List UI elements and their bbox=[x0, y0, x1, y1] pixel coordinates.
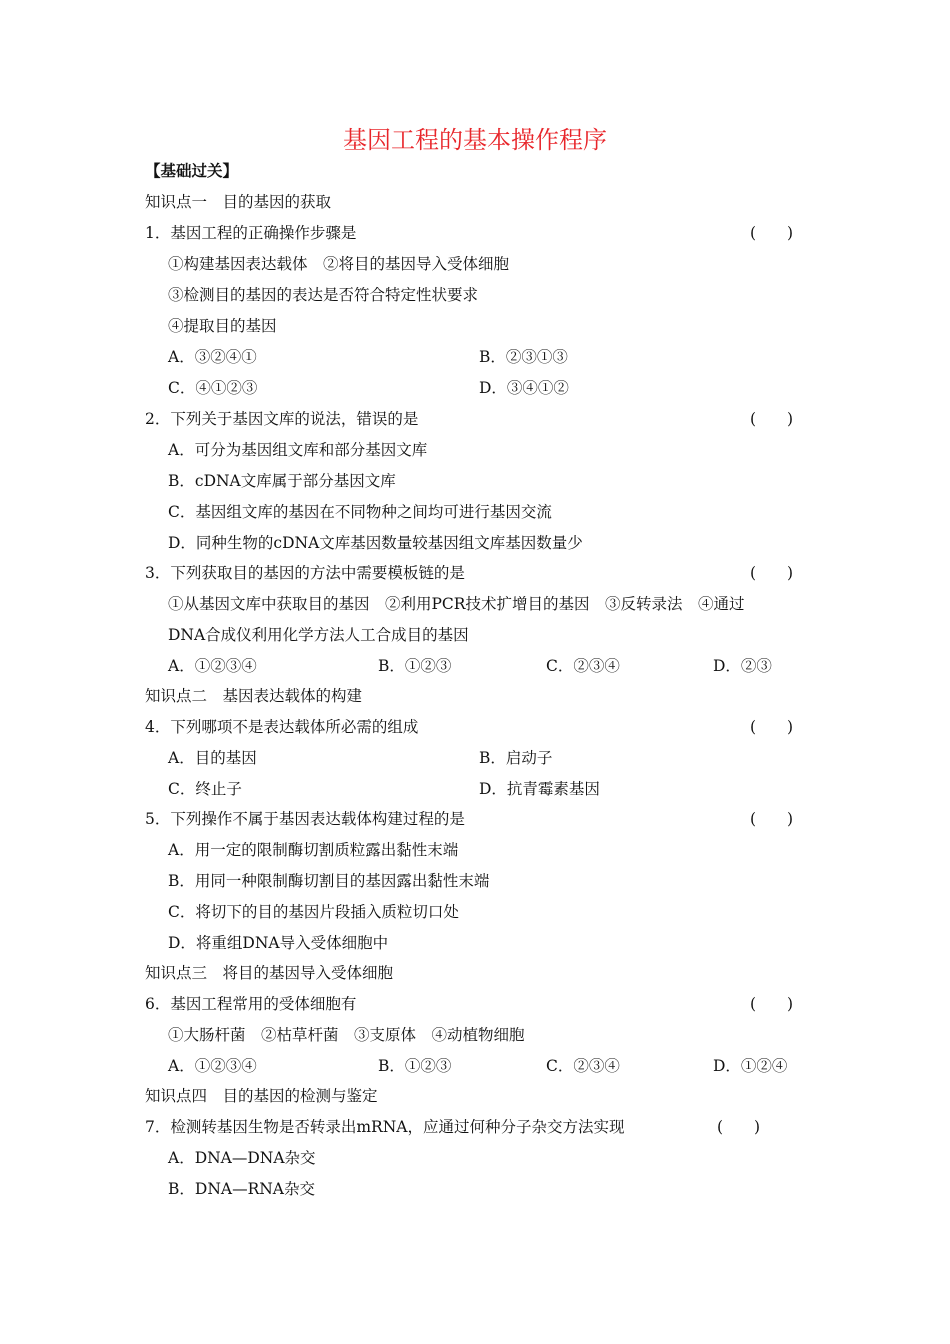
option-b: B．用同一种限制酶切割目的基因露出黏性末端 bbox=[168, 872, 490, 890]
answer-blank: ( ) bbox=[717, 1118, 761, 1136]
answer-blank: ( ) bbox=[750, 810, 794, 828]
answer-blank: ( ) bbox=[750, 224, 794, 242]
question-item: ①从基因文库中获取目的基因 ②利用PCR技术扩增目的基因 ③反转录法 ④通过 bbox=[168, 595, 745, 613]
question-item: ④提取目的基因 bbox=[168, 317, 277, 335]
option-b: B．启动子 bbox=[479, 749, 553, 767]
question-stem: 3．下列获取目的基因的方法中需要模板链的是 bbox=[145, 564, 465, 582]
knowledge-point-heading: 知识点三 将目的基因导入受体细胞 bbox=[145, 964, 394, 982]
option-c: C．④①②③ bbox=[168, 379, 258, 397]
option-a: A．①②③④ bbox=[168, 1057, 257, 1075]
question-stem: 5．下列操作不属于基因表达载体构建过程的是 bbox=[145, 810, 465, 828]
section-heading: 【基础过关】 bbox=[145, 161, 239, 180]
page-title: 基因工程的基本操作程序 bbox=[343, 126, 607, 154]
answer-blank: ( ) bbox=[750, 564, 794, 582]
option-c: C．②③④ bbox=[546, 657, 620, 675]
option-a: A．目的基因 bbox=[168, 749, 257, 767]
option-a: A．③②④① bbox=[168, 348, 257, 366]
option-a: A．DNA—DNA杂交 bbox=[168, 1149, 316, 1167]
answer-blank: ( ) bbox=[750, 718, 794, 736]
question-item: DNA合成仪利用化学方法人工合成目的基因 bbox=[168, 626, 469, 644]
option-b: B．DNA—RNA杂交 bbox=[168, 1180, 316, 1198]
option-b: B．①②③ bbox=[378, 1057, 452, 1075]
option-c: C．将切下的目的基因片段插入质粒切口处 bbox=[168, 903, 459, 921]
option-c: C．②③④ bbox=[546, 1057, 620, 1075]
question-item: ③检测目的基因的表达是否符合特定性状要求 bbox=[168, 286, 479, 304]
answer-blank: ( ) bbox=[750, 995, 794, 1013]
option-a: A．用一定的限制酶切割质粒露出黏性末端 bbox=[168, 841, 459, 859]
option-d: D．将重组DNA导入受体细胞中 bbox=[168, 934, 389, 952]
option-d: D．抗青霉素基因 bbox=[479, 780, 600, 798]
knowledge-point-heading: 知识点四 目的基因的检测与鉴定 bbox=[145, 1087, 378, 1105]
option-a: A．①②③④ bbox=[168, 657, 257, 675]
question-stem: 2．下列关于基因文库的说法，错误的是 bbox=[145, 410, 419, 428]
option-b: B．cDNA文库属于部分基因文库 bbox=[168, 472, 396, 490]
question-item: ①构建基因表达载体 ②将目的基因导入受体细胞 bbox=[168, 255, 510, 273]
knowledge-point-heading: 知识点一 目的基因的获取 bbox=[145, 193, 332, 211]
knowledge-point-heading: 知识点二 基因表达载体的构建 bbox=[145, 687, 363, 705]
option-c: C．基因组文库的基因在不同物种之间均可进行基因交流 bbox=[168, 503, 552, 521]
question-stem: 4．下列哪项不是表达载体所必需的组成 bbox=[145, 718, 419, 736]
option-d: D．③④①② bbox=[479, 379, 569, 397]
option-b: B．②③①③ bbox=[479, 348, 568, 366]
question-stem: 6．基因工程常用的受体细胞有 bbox=[145, 995, 357, 1013]
question-item: ①大肠杆菌 ②枯草杆菌 ③支原体 ④动植物细胞 bbox=[168, 1026, 525, 1044]
option-a: A．可分为基因组文库和部分基因文库 bbox=[168, 441, 428, 459]
question-stem: 7．检测转基因生物是否转录出mRNA，应通过何种分子杂交方法实现 bbox=[145, 1118, 625, 1136]
option-c: C．终止子 bbox=[168, 780, 242, 798]
option-b: B．①②③ bbox=[378, 657, 452, 675]
option-d: D．②③ bbox=[713, 657, 772, 675]
option-d: D．同种生物的cDNA文库基因数量较基因组文库基因数量少 bbox=[168, 534, 583, 552]
question-stem: 1．基因工程的正确操作步骤是 bbox=[145, 224, 357, 242]
option-d: D．①②④ bbox=[713, 1057, 788, 1075]
answer-blank: ( ) bbox=[750, 410, 794, 428]
